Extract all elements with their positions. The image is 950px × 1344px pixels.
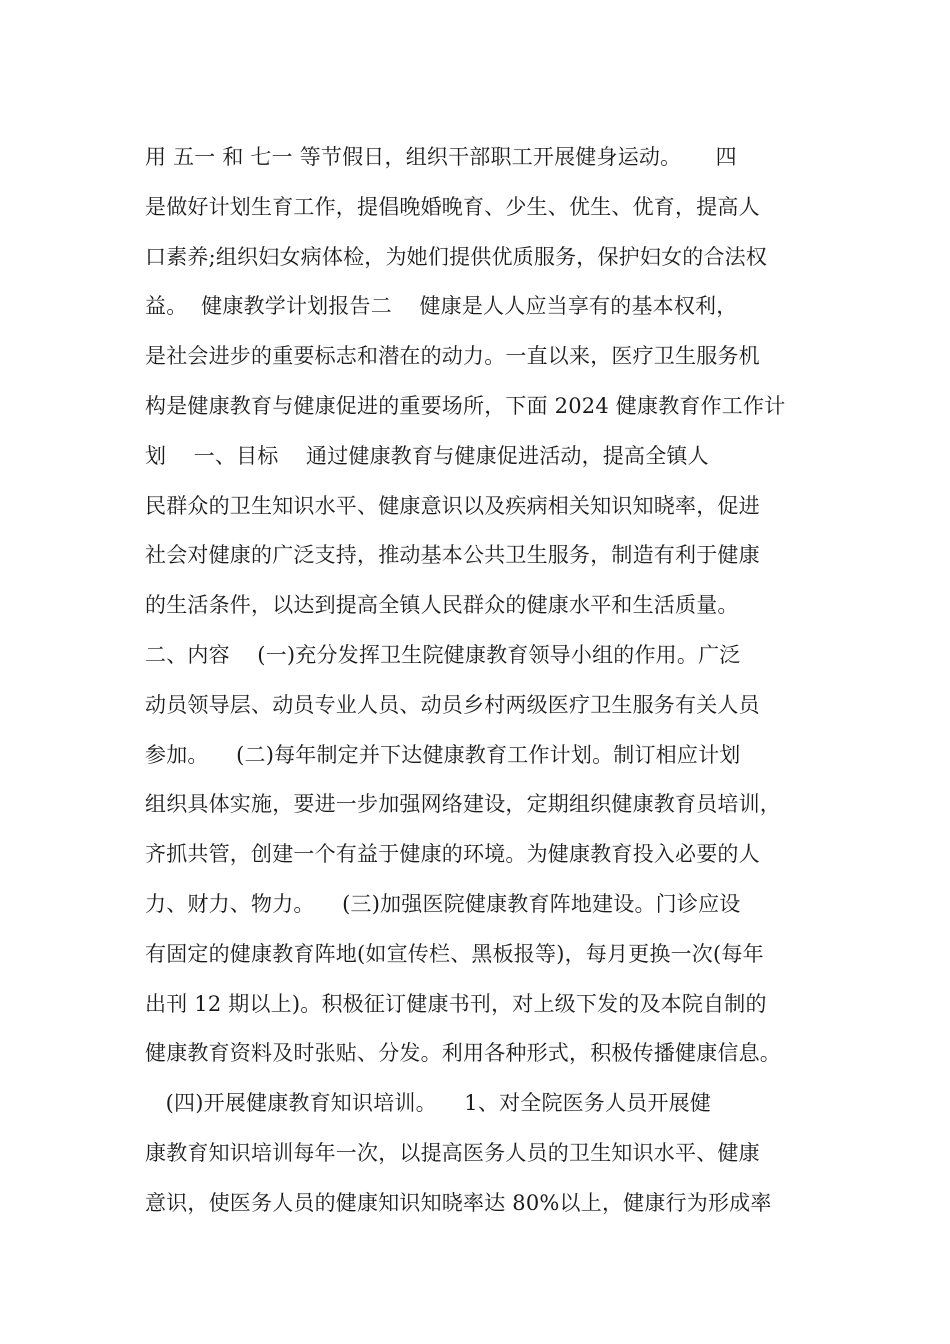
text-line: 民群众的卫生知识水平、健康意识以及疾病相关知识知晓率，促进 [145,493,760,518]
text-line: 健康教育资料及时张贴、分发。利用各种形式，积极传播健康信息。 [145,1041,781,1066]
text-line: 参加。 (二)每年制定并下达健康教育工作计划。制订相应计划 [145,742,741,767]
text-line: 构是健康教育与健康促进的重要场所，下面 2024 健康教育作工作计 [145,393,786,418]
text-line: 社会对健康的广泛支持，推动基本公共卫生服务，制造有利于健康 [145,543,760,568]
text-line: 口素养;组织妇女病体检，为她们提供优质服务，保护妇女的合法权 [145,244,768,269]
text-line: 的生活条件，以达到提高全镇人民群众的健康水平和生活质量。 [145,593,739,618]
text-line: 出刊 12 期以上)。积极征订健康书刊，对上级下发的及本院自制的 [145,991,767,1016]
text-line: 用 五一 和 七一 等节假日，组织干部职工开展健身运动。 四 [145,145,737,169]
text-line: 康教育知识培训每年一次，以提高医务人员的卫生知识水平、健康 [145,1140,760,1165]
text-line: 划 一、目标 通过健康教育与健康促进活动，提高全镇人 [145,443,709,468]
text-line: 动员领导层、动员专业人员、动员乡村两级医疗卫生服务有关人员 [145,692,760,717]
text-line: 益。 健康教学计划报告二 健康是人人应当享有的基本权利， [145,294,738,319]
document-body [145,133,825,1229]
text-line: (四)开展健康教育知识培训。 1、对全院医务人员开展健 [145,1091,712,1116]
text-line: 齐抓共管，创建一个有益于健康的环境。为健康教育投入必要的人 [145,842,760,867]
text-line: 是社会进步的重要标志和潜在的动力。一直以来，医疗卫生服务机 [145,344,760,369]
text-line: 组织具体实施，要进一步加强网络建设，定期组织健康教育员培训， [145,792,781,817]
text-line: 是做好计划生育工作，提倡晚婚晚育、少生、优生、优育，提高人 [145,194,760,219]
text-line: 意识，使医务人员的健康知识知晓率达 80%以上，健康行为形成率 [145,1190,772,1215]
text-line: 力、财力、物力。 (三)加强医院健康教育阵地建设。门诊应设 [145,891,741,916]
text-line: 有固定的健康教育阵地(如宣传栏、黑板报等)，每月更换一次(每年 [145,941,764,966]
text-line: 二、内容 (一)充分发挥卫生院健康教育领导小组的作用。广泛 [145,642,741,667]
